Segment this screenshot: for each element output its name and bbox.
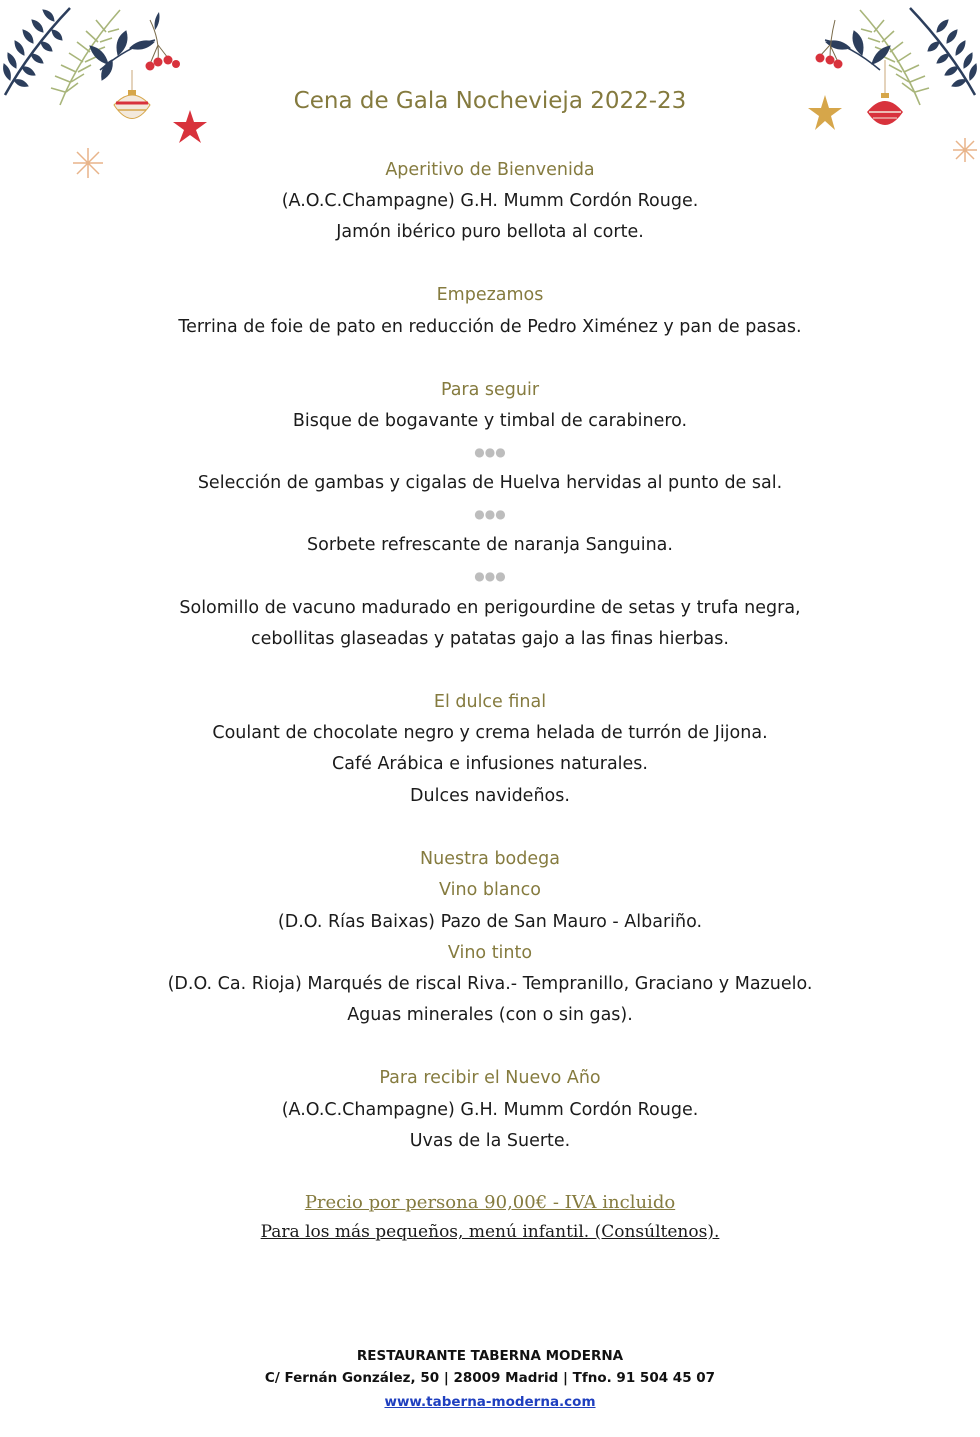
- subheading-white-wine: Vino blanco: [439, 880, 541, 900]
- pine-branch-icon: [4, 8, 70, 95]
- menu-item: Terrina de foie de pato en reducción de Pedro Ximénez y pan de pasas.: [178, 317, 802, 337]
- menu-item: Coulant de chocolate negro y crema helada de turrón de Jijona.: [212, 723, 768, 743]
- section-heading-nuevo-ano: Para recibir el Nuevo Año: [379, 1068, 601, 1088]
- menu-item: (A.O.C.Champagne) G.H. Mumm Cordón Rouge.: [281, 1100, 699, 1120]
- page-title: Cena de Gala Nochevieja 2022-23: [293, 88, 687, 114]
- menu-item: (D.O. Rías Baixas) Pazo de San Mauro - Albariño.: [277, 912, 703, 932]
- footer-address: C/ Fernán González, 50 | 28009 Madrid | Tfno. 91 504 45 07: [264, 1370, 716, 1386]
- menu-item: Uvas de la Suerte.: [409, 1131, 571, 1151]
- menu-item: cebollitas glaseadas y patatas gajo a las finas hierbas.: [251, 629, 729, 649]
- separator-dots: ●●●: [474, 507, 506, 521]
- price-line: [0, 1191, 980, 1215]
- menu-item: Solomillo de vacuno madurado en perigourdine de setas y trufa negra,: [179, 598, 801, 618]
- kids-menu-text: Para los más pequeños, menú infantil. (Consúltenos).: [260, 1222, 720, 1242]
- separator-dots: ●●●: [474, 569, 506, 583]
- pine-branch-icon: [90, 31, 155, 80]
- section-heading-aperitivo: Aperitivo de Bienvenida: [385, 160, 595, 180]
- menu-item: Bisque de bogavante y timbal de carabinero.: [292, 411, 688, 431]
- kids-line: [0, 1220, 980, 1244]
- menu-item: Sorbete refrescante de naranja Sanguina.: [307, 535, 673, 555]
- footer-website-line: [0, 1394, 980, 1410]
- menu-item: Café Arábica e infusiones naturales.: [332, 754, 648, 774]
- menu-item: (A.O.C.Champagne) G.H. Mumm Cordón Rouge.: [281, 191, 699, 211]
- subheading-red-wine: Vino tinto: [447, 943, 533, 963]
- menu-item: Dulces navideños.: [410, 786, 570, 806]
- footer-restaurant-name: RESTAURANTE TABERNA MODERNA: [356, 1348, 624, 1364]
- star-icon: [173, 110, 207, 143]
- section-heading-bodega: Nuestra bodega: [420, 849, 560, 869]
- section-heading-empezamos: Empezamos: [436, 285, 544, 305]
- menu-item: Selección de gambas y cigalas de Huelva hervidas al punto de sal.: [197, 473, 783, 493]
- menu-item: (D.O. Ca. Rioja) Marqués de riscal Riva.- Tempranillo, Graciano y Mazuelo.: [167, 974, 813, 994]
- separator-dots: ●●●: [474, 445, 506, 459]
- section-heading-seguir: Para seguir: [440, 380, 540, 400]
- website-link[interactable]: www.taberna-moderna.com: [384, 1394, 596, 1410]
- menu-item: Jamón ibérico puro bellota al corte.: [336, 222, 644, 242]
- price-text: Precio por persona 90,00€ - IVA incluido: [304, 1192, 676, 1213]
- pine-branch-icon: [910, 8, 976, 95]
- section-heading-dulce: El dulce final: [433, 692, 547, 712]
- menu-item: Aguas minerales (con o sin gas).: [347, 1005, 633, 1025]
